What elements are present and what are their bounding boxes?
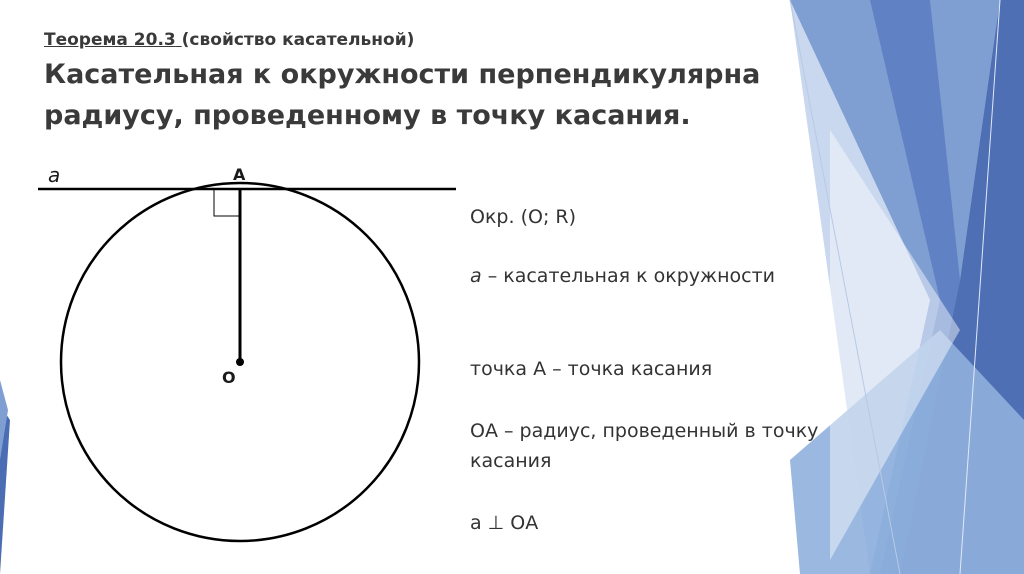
note-tangent [470, 261, 820, 291]
note-radius: ОА – радиус, проведенный в точку касания [470, 420, 819, 472]
point-label-O: O [222, 368, 236, 387]
theorem-number: Теорема 20.3 [44, 30, 176, 50]
right-angle-mark [214, 190, 240, 216]
note-tangent-var: a [470, 265, 482, 287]
point-label-A: A [233, 165, 246, 184]
note-circle: Окр. (О; R) [470, 206, 576, 228]
theorem-statement: Касательная к окружности перпендикулярна радиусу, проведенному в точку касания. [44, 59, 761, 131]
note-contact: точка А – точка касания [470, 358, 713, 380]
line-label-a: a [48, 163, 61, 187]
center-point [236, 358, 244, 366]
note-tangent-text: – касательная к окружности [481, 265, 776, 287]
theorem-subtitle: (свойство касательной) [181, 30, 415, 50]
note-perpendicular: a ⊥ ОА [470, 512, 539, 534]
